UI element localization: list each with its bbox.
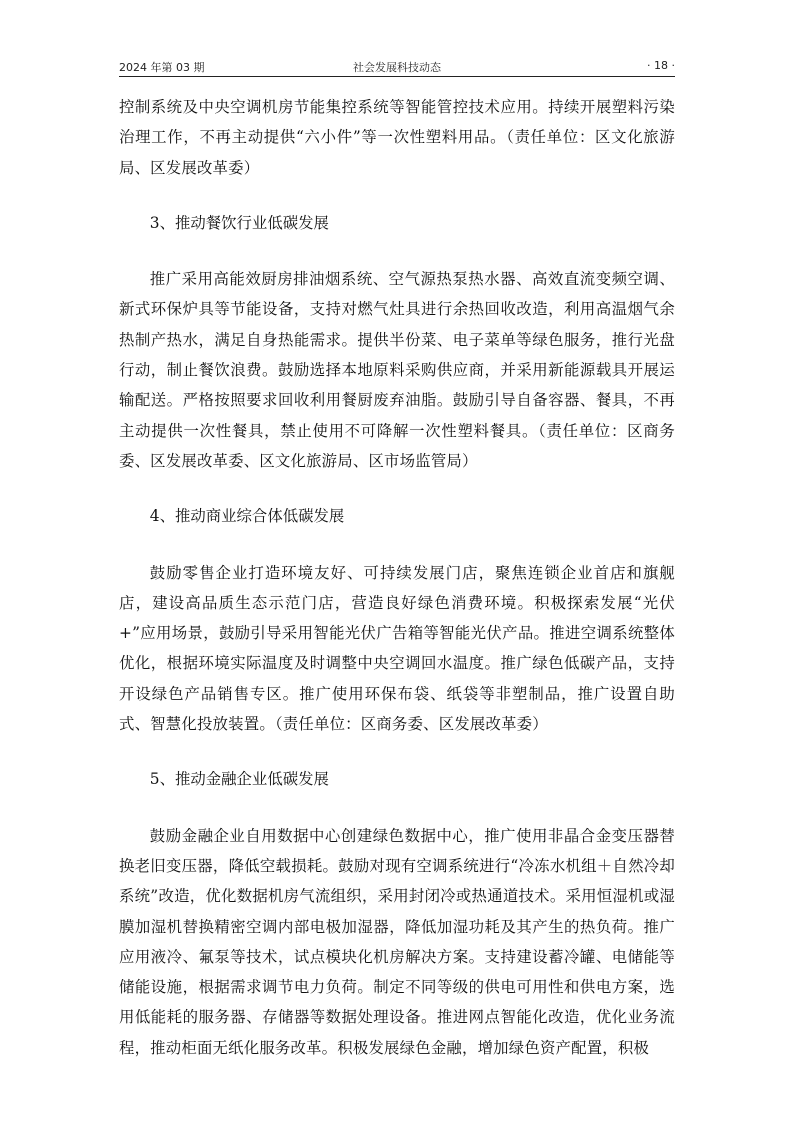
section-paragraph-catering: 推广采用高能效厨房排油烟系统、空气源热泵热水器、高效直流变频空调、新式环保炉具等节能设备，支持对燃气灶具进行余热回收改造，利用高温烟气余热制产热水，满足自身热能需求。提供半份菜、电子菜单等绿色服务，推行光盘行动，制止餐饮浪费。鼓励选择本地原料采购供应商，并采用新能源载具开展运输配送。严格按照要求回收利用餐厨废弃油脂。鼓励引导自备容器、餐具，不再主动提供一次性餐具，禁止使用不可降解一次性塑料餐具。（责任单位：区商务委、区发展改革委、区文化旅游局、区市场监管局）: [119, 270, 675, 470]
journal-title: 社会发展科技动态: [353, 61, 441, 74]
section-heading-commercial: 4、推动商业综合体低碳发展: [149, 507, 345, 526]
intro-paragraph: 控制系统及中央空调机房节能集控系统等智能管控技术应用。持续开展塑料污染治理工作，不再主动提供“六小件”等一次性塑料用品。（责任单位：区文化旅游局、区发展改革委）: [119, 98, 675, 177]
section-heading-catering: 3、推动餐饮行业低碳发展: [149, 213, 329, 232]
section-paragraph-finance: 鼓励金融企业自用数据中心创建绿色数据中心，推广使用非晶合金变压器替换老旧变压器，降低空载损耗。鼓励对现有空调系统进行“冷冻水机组＋自然冷却系统”改造，优化数据机房气流组织，采用封闭冷或热通道技术。采用恒湿机或湿膜加湿机替换精密空调内部电极加湿器，降低加湿功耗及其产生的热负荷。推广应用液冷、氟泵等技术，试点模块化机房解决方案。支持建设蓄冷罐、电储能等储能设施，根据需求调节电力负荷。制定不同等级的供电可用性和供电方案，选用低能耗的服务器、存储器等数据处理设备。推进网点智能化改造，优化业务流程，推动柜面无纸化服务改革。积极发展绿色金融，增加绿色资产配置，积极: [119, 826, 675, 1057]
section-paragraph-commercial: 鼓励零售企业打造环境友好、可持续发展门店，聚焦连锁企业首店和旗舰店，建设高品质生态示范门店，营造良好绿色消费环境。积极探索发展“光伏+”应用场景，鼓励引导采用智能光伏广告箱等智能光伏产品。推进空调系统整体优化，根据环境实际温度及时调整中央空调回水温度。推广绿色低碳产品，支持开设绿色产品销售专区。推广使用环保布袋、纸袋等非塑制品，推广设置自助式、智慧化投放装置。（责任单位：区商务委、区发展改革委）: [119, 563, 675, 734]
issue-label: 2024 年第 03 期: [119, 61, 205, 74]
page-number: · 18 ·: [647, 59, 675, 72]
page-body: [119, 92, 675, 1063]
page-header: [119, 56, 675, 77]
section-heading-finance: 5、推动金融企业低碳发展: [149, 770, 329, 789]
